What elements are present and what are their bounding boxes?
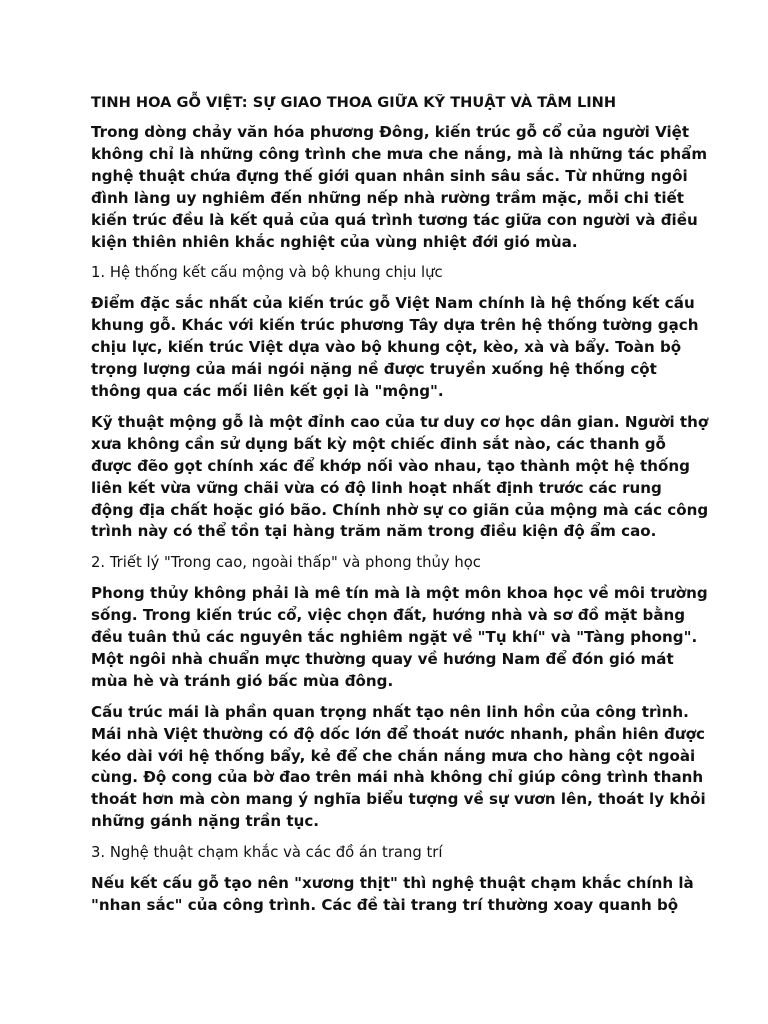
section-3-paragraph-1: Nếu kết cấu gỗ tạo nên "xương thịt" thì nghệ thuật chạm khắc chính là "nhan sắc" của công trình. Các đề tài trang trí thường xoay quanh bộ <box>91 874 694 914</box>
section-2-paragraph-1: Phong thủy không phải là mê tín mà là một môn khoa học về môi trường sống. Trong kiến trúc cổ, việc chọn đất, hướng nhà và sơ đồ mặt bằng đều tuân thủ các nguyên tắc nghiêm ngặt về "Tụ khí" và "Tàng phong". Một ngôi nhà chuẩn mực thường quay về hướng Nam để đón gió mát mùa hè và tránh gió bấc mùa đông. <box>91 584 708 690</box>
section-1-paragraph-2: Kỹ thuật mộng gỗ là một đỉnh cao của tư duy cơ học dân gian. Người thợ xưa không cần sử dụng bất kỳ một chiếc đinh sắt nào, các thanh gỗ được đẽo gọt chính xác để khớp nối vào nhau, tạo thành một hệ thống liên kết vừa vững chãi vừa có độ linh hoạt nhất định trước các rung động địa chất hoặc gió bão. Chính nhờ sự co giãn của mộng mà các công trình này có thể tồn tại hàng trăm năm trong điều kiện độ ẩm cao. <box>91 412 709 541</box>
intro-paragraph: Trong dòng chảy văn hóa phương Đông, kiến trúc gỗ cổ của người Việt không chỉ là những công trình che mưa che nắng, mà là những tác phẩm nghệ thuật chứa đựng thế giới quan nhân sinh sâu sắc. Từ những ngôi đình làng uy nghiêm đến những nếp nhà rường trầm mặc, mỗi chi tiết kiến trúc đều là kết quả của quá trình tương tác giữa con người và điều kiện thiên nhiên khắc nghiệt của vùng nhiệt đới gió mùa. <box>91 123 708 251</box>
document-page <box>91 92 709 926</box>
section-3-heading: 3. Nghệ thuật chạm khắc và các đồ án trang trí <box>91 844 443 862</box>
section-1-paragraph-1: Điểm đặc sắc nhất của kiến trúc gỗ Việt Nam chính là hệ thống kết cấu khung gỗ. Khác với kiến trúc phương Tây dựa trên hệ thống tường gạch chịu lực, kiến trúc Việt dựa vào bộ khung cột, kèo, xà và bẩy. Toàn bộ trọng lượng của mái ngói nặng nề được truyền xuống hệ thống cột thông qua các mối liên kết gọi là "mộng". <box>91 294 699 400</box>
section-1-heading: 1. Hệ thống kết cấu mộng và bộ khung chịu lực <box>91 264 443 282</box>
section-2-heading: 2. Triết lý "Trong cao, ngoài thấp" và phong thủy học <box>91 554 481 572</box>
document-title: TINH HOA GỖ VIỆT: SỰ GIAO THOA GIỮA KỸ THUẬT VÀ TÂM LINH <box>91 94 617 111</box>
section-2-paragraph-2: Cấu trúc mái là phần quan trọng nhất tạo nên linh hồn của công trình. Mái nhà Việt thường có độ dốc lớn để thoát nước nhanh, phần hiên được kéo dài với hệ thống bẩy, kẻ để che chắn nắng mưa cho hàng cột ngoài cùng. Độ cong của bờ đao trên mái nhà không chỉ giúp công trình thanh thoát hơn mà còn mang ý nghĩa biểu tượng về sự vươn lên, thoát ly khỏi những gánh nặng trần tục. <box>91 702 706 831</box>
